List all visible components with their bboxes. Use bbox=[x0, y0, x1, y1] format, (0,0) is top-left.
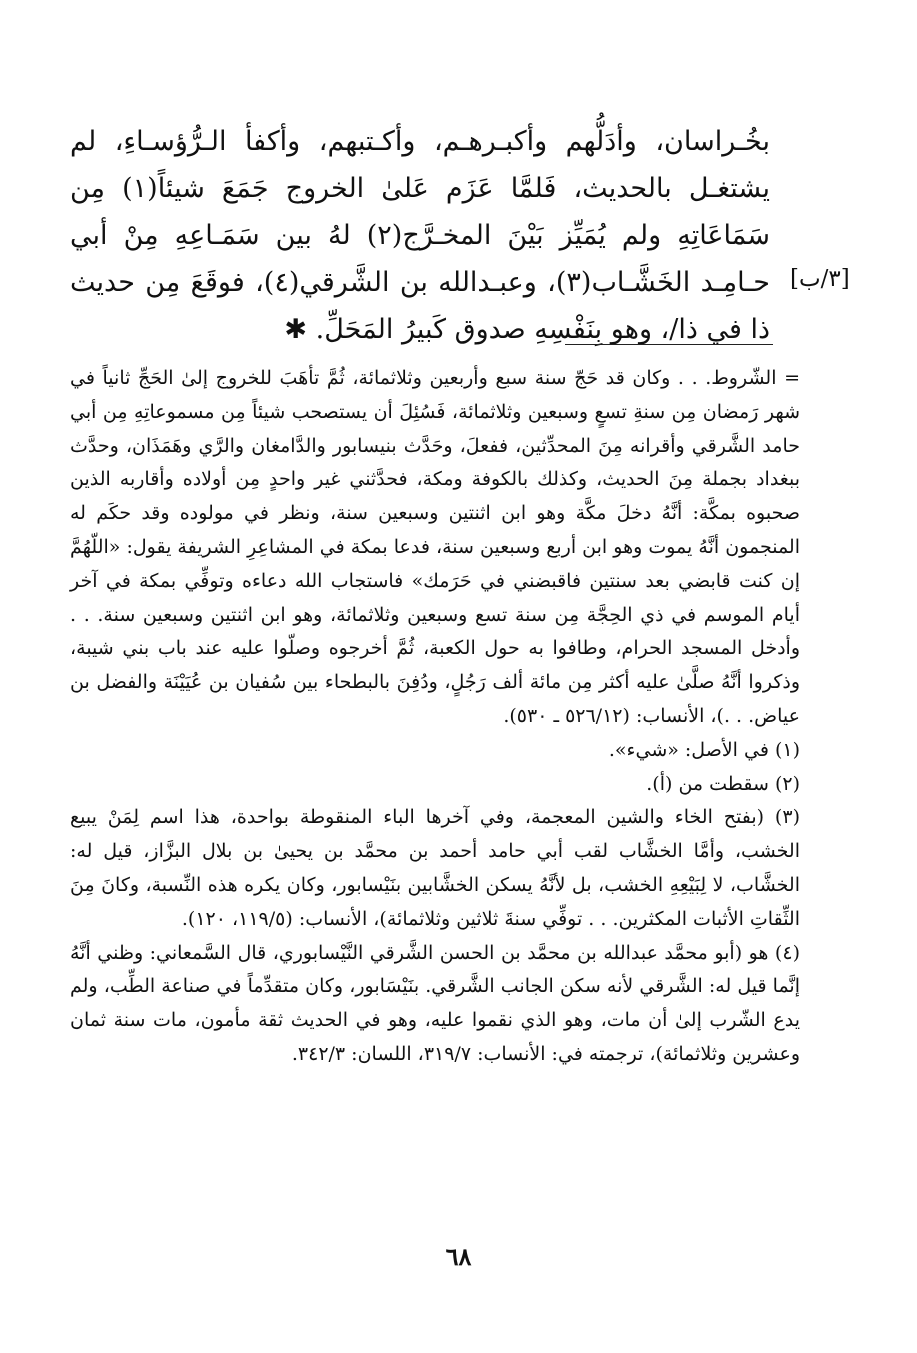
footnote-continuation: = الشّروط. . . وكان قد حَجّ سنة سبع وأربعين وثلاثمائة، ثُمَّ تأهَبَ للخروج إلىٰ الحَجِّ ثانياً في شهر رَمضان مِن سنةِ تسعٍ وسبعين وثلاثمائة، فَسُئِلَ أن يستصحب شيئاً مِن مسموعاتِهِ مِن أبي حامد الشَّرقي وأقرانه مِنَ المحدِّثين، ففعلَ، وحَدَّث بنيسابور والدَّامغان والرَّي وهَمَذَان، وحدَّث ببغداد بجملة مِنَ الحديث، وكذلك بالكوفة ومكة، فحدَّثني غير واحدٍ مِن أولاده وأقاربه الذين صحبوه بمكَّة: أنَّهُ دخلَ مكَّة وهو ابن اثنتين وسبعين سنة، ونظر في مولوده وقد حكَم له المنجمون أنَّهُ يموت وهو ابن أربع وسبعين سنة، فدعا بمكة في المشاعِرِ الشريفة يقول: «اللّهُمَّ إن كنت قابضي بعد سنتين فاقبضني في حَرَمك» فاستجاب الله دعاءه وتوفِّي بمكة في آخر أيام الموسم في ذي الحِجَّة مِن سنة تسع وسبعين وثلاثمائة، وهو ابن اثنتين وسبعين سنة. . . وأدخل المسجد الحرام، وطافوا به حول الكعبة، ثُمَّ أخرجوه وصلّوا عليه عند باب بني شيبة، وذكروا أنَّهُ صلَّىٰ عليه أكثر مِن مائة ألف رَجُلٍ، ودُفِنَ بالبطحاء بين سُفيان بن عُيَيْنَة والفضل بن عياض. . .)، الأنساب: (٥٢٦/١٢ ـ ٥٣٠). bbox=[70, 367, 800, 727]
footnote-2: (٢) سقطت من (أ). bbox=[646, 772, 800, 795]
footnote-separator bbox=[565, 344, 773, 345]
page-number: ٦٨ bbox=[445, 1242, 472, 1271]
footnote-4: (٤) هو (أبو محمَّد عبدالله بن محمَّد بن الحسن الشَّرقي النَّيْسابوري، قال السَّمعاني: وظني أنَّهُ إنَّما قيل له: الشَّرقي لأنه سكن الجانب الشَّرقي. بنَيْسَابور، وكان متقدِّماً في صناعة الطِّب، ولم يدع الشّرب إلىٰ أن مات، وهو الذي نقموا عليه، وهو في الحديث ثقة مأمون، مات سنة ثمان وعشرين وثلاثمائة)، ترجمته في: الأنساب: ٣١٩/٧، اللسان: ٣٤٢/٣. bbox=[70, 941, 800, 1065]
footnote-1: (١) في الأصل: «شيء». bbox=[608, 738, 800, 761]
footnote-3: (٣) (بفتح الخاء والشين المعجمة، وفي آخرها الباء المنقوطة بواحدة، هذا اسم لِمَنْ يبيع الخشب، وأمَّا الخشَّاب لقب أبي حامد أحمد بن محمَّد بن يحيىٰ بن بلال البزَّاز، قيل له: الخشَّاب، لا لِبَيْعِهِ الخشب، بل لأنَّهُ يسكن الخشَّابين بنَيْسابور، وكان يكره هذه النِّسبة، وكانَ مِنَ الثِّقاتِ الأثبات المكثرين. . . توفِّي سنةَ ثلاثين وثلاثمائة)، الأنساب: (١١٩/٥، ١٢٠). bbox=[70, 806, 800, 930]
manuscript-folio-reference: [٣/ب] bbox=[790, 266, 850, 292]
main-text-paragraph: بخُـراسان، وأدَلُّهم وأكبـرهـم، وأكـتبهم، وأكفأ الـرُّؤسـاءِ، لم يشتغـل بالحديث، فَلمَّا عَزَم عَلىٰ الخروج جَمَعَ شيئاً(١) مِن سَمَاعَاتِهِ ولم يُمَيِّز بَيْنَ المخـرَّج(٢) لهُ بين سَمَـاعِهِ مِنْ أبي حـامِـد الخَشَّـاب(٣)، وعبـدالله بن الشَّرقي(٤)، فوقَعَ مِن حديث ذا في ذا/، وهو بِنَفْسِهِ صدوق كَبيرُ المَحَلِّ. ✱ bbox=[70, 126, 770, 345]
footnotes bbox=[70, 362, 800, 1072]
